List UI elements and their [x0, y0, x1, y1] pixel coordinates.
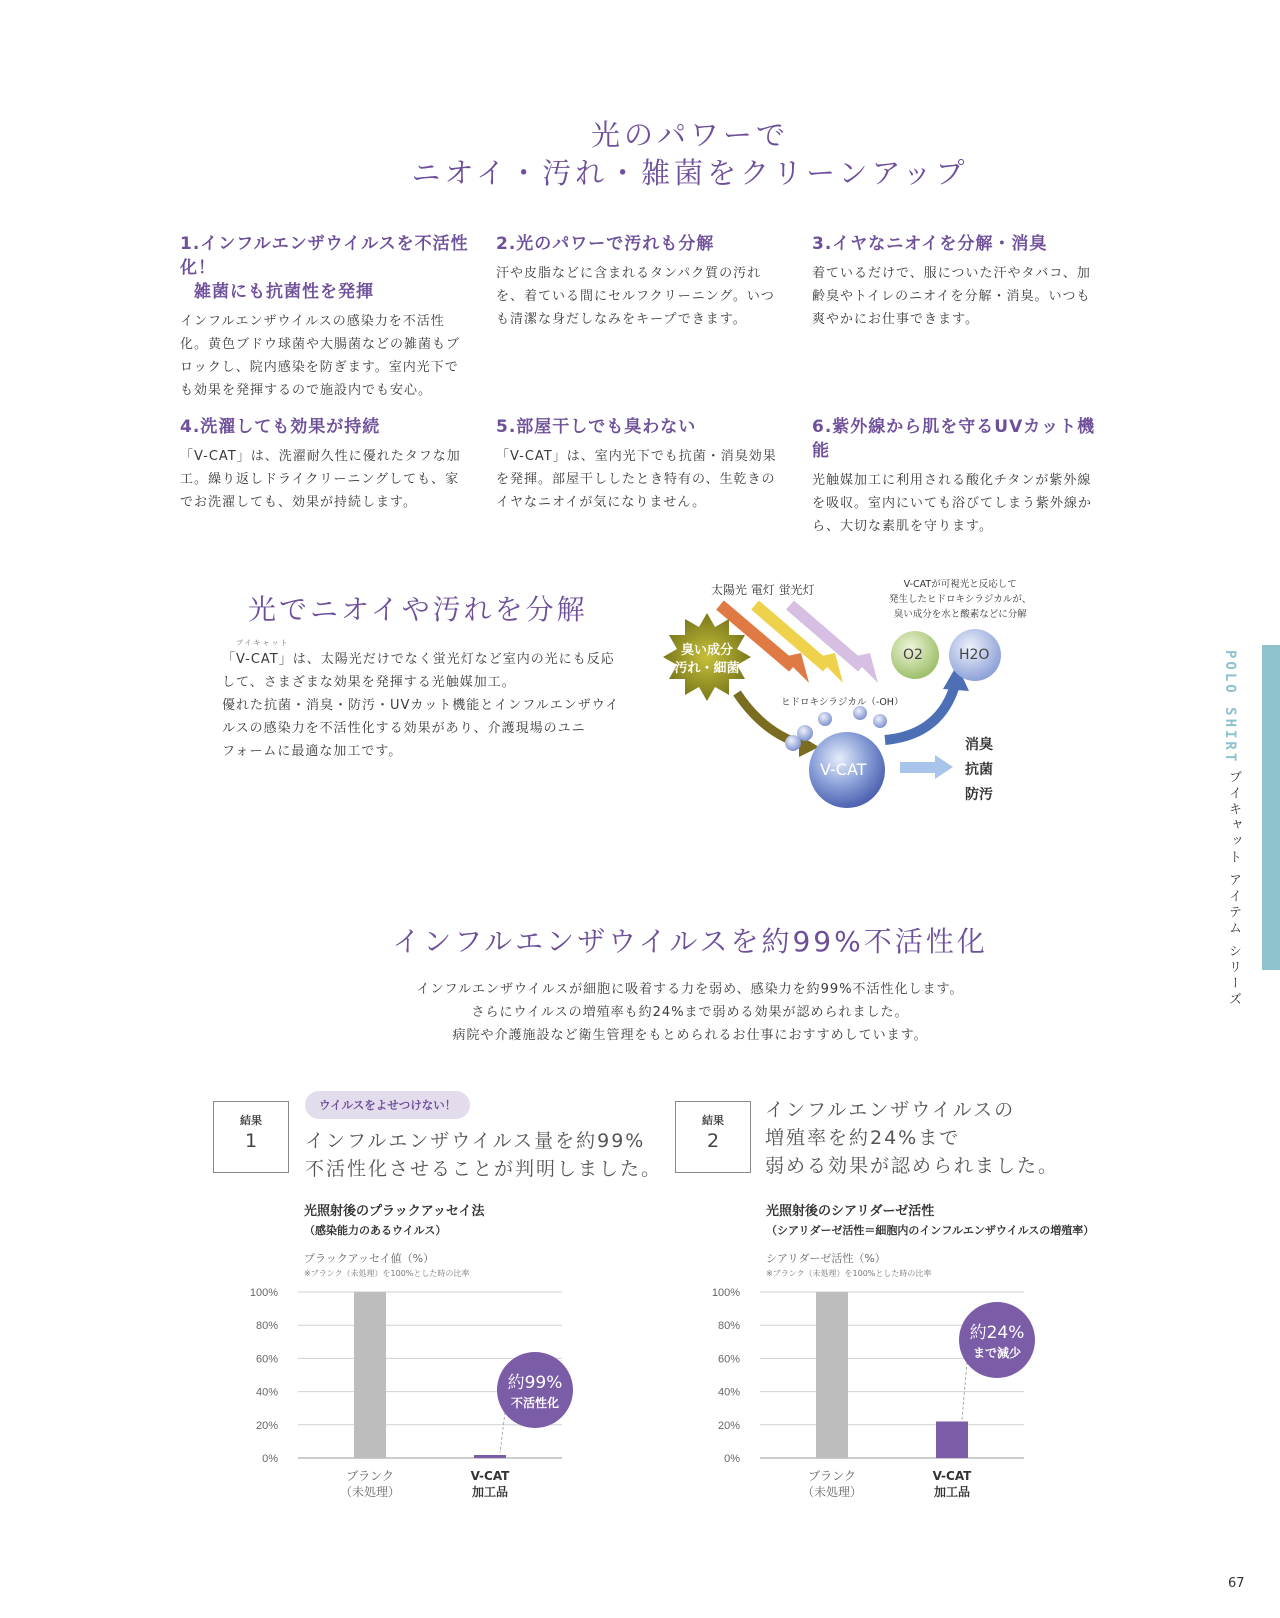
- feature-body: インフルエンザウイルスの感染力を不活性化。黄色ブドウ球菌や大腸菌などの雑菌もブロックし、院内感染を防ぎます。室内光下でも効果を発揮するので施設内でも安心。: [180, 314, 461, 398]
- annotation-leader: [962, 1362, 967, 1419]
- section3-line: 病院や介護施設など衛生管理をもとめられるお仕事におすすめしています。: [452, 1028, 928, 1043]
- result-heading-line: 弱める効果が認められました。: [765, 1155, 1060, 1177]
- y-tick-label: 40%: [717, 1386, 740, 1399]
- result-1-heading: [305, 1127, 662, 1183]
- vcat-ruby: ブイキャット: [236, 639, 290, 647]
- page-title: [0, 116, 1280, 192]
- chart-1-note: ※ブランク（未処理）を100%とした時の比率: [304, 1269, 470, 1278]
- annotation-value: 約99%: [507, 1373, 563, 1393]
- feature-title: 5.部屋干しでも臭わない: [496, 417, 697, 437]
- annotation-caption: まで減少: [972, 1346, 1022, 1360]
- y-tick-label: 80%: [255, 1320, 278, 1333]
- section3-line: さらにウイルスの増殖率も約24%まで弱める効果が認められました。: [471, 1005, 909, 1020]
- side-tab-bar: [1262, 645, 1280, 970]
- section2-line: ルスの感染力を不活性化する効果があり、介護現場のユニ: [222, 721, 586, 736]
- result-number: 2: [706, 1130, 720, 1152]
- diagram-note-line: 臭い成分を水と酸素などに分解: [893, 609, 1027, 620]
- feature-title: 4.洗濯しても効果が持続: [180, 417, 381, 437]
- y-tick-label: 100%: [250, 1287, 278, 1299]
- y-tick-label: 60%: [717, 1353, 740, 1366]
- x-tick-label: ブランク: [346, 1469, 394, 1483]
- chart-2-ylabel: シアリダーゼ活性（%）: [766, 1252, 886, 1265]
- annotation-caption: 不活性化: [510, 1396, 560, 1410]
- diagram-note-line: 発生したヒドロキシラジカルが、: [889, 594, 1032, 605]
- y-tick-label: 20%: [255, 1419, 278, 1432]
- x-tick-label: （未処理）: [339, 1485, 401, 1499]
- y-tick-label: 60%: [255, 1353, 278, 1366]
- x-tick-label: V-CAT: [932, 1469, 972, 1483]
- feature-body: 「V-CAT」は、洗濯耐久性に優れたタフな加工。繰り返しドライクリーニングしても、家でお洗濯しても、効果が持続します。: [180, 449, 461, 510]
- feature-title: 6.紫外線から肌を守るUVカット機能: [812, 417, 1096, 461]
- result-1-pill: ウイルスをよせつけない！: [305, 1091, 470, 1119]
- section2-line: 「V-CAT」は、太陽光だけでなく蛍光灯など室内の光にも反応: [222, 652, 615, 667]
- diagram-note-line: V-CATが可視光と反応して: [903, 579, 1017, 590]
- bar-vcat: [936, 1421, 968, 1458]
- section2-line: して、さまざまな効果を発揮する光触媒加工。: [222, 675, 516, 690]
- x-tick-label: V-CAT: [470, 1469, 510, 1483]
- x-tick-label: ブランク: [808, 1469, 856, 1483]
- chart-title-text: 光照射後のプラックアッセイ法: [304, 1204, 485, 1219]
- x-tick-label: 加工品: [933, 1485, 971, 1499]
- feature-body: 光触媒加工に利用される酸化チタンが紫外線を吸収。室内にいても浴びてしまう紫外線から、大切な素肌を守ります。: [812, 473, 1093, 534]
- result-2-box: [675, 1101, 751, 1173]
- radical-label: ヒドロキシラジカル（-OH）: [781, 697, 904, 708]
- annotation-leader: [500, 1412, 505, 1453]
- result-number: 1: [244, 1130, 258, 1152]
- feature-body: 着ているだけで、服についた汗やタバコ、加齢臭やトイレのニオイを分解・消臭。いつも爽やかにお仕事できます。: [812, 266, 1091, 327]
- result-heading-line: 増殖率を約24%まで: [765, 1127, 961, 1149]
- bar-vcat: [474, 1455, 506, 1458]
- bar-blank: [816, 1292, 848, 1458]
- section2-line: フォームに最適な加工です。: [222, 744, 403, 759]
- section3-body: [0, 978, 1280, 1047]
- diagram-note: [889, 577, 1031, 622]
- feature-title: 3.イヤなニオイを分解・消臭: [812, 234, 1048, 254]
- feature-4: [180, 415, 470, 514]
- odor-line: 臭い成分: [680, 643, 733, 658]
- x-tick-label: 加工品: [471, 1485, 509, 1499]
- effects-list: [965, 733, 993, 808]
- section2-body: [222, 648, 622, 763]
- result-heading-line: インフルエンザウイルスの: [765, 1099, 1016, 1121]
- y-tick-label: 80%: [717, 1320, 740, 1333]
- chart-1: [250, 1280, 610, 1510]
- annotation-value: 約24%: [969, 1323, 1025, 1343]
- feature-3: [812, 232, 1102, 331]
- feature-1: [180, 232, 470, 402]
- result-1-box: [213, 1101, 289, 1173]
- result-label: 結果: [702, 1114, 724, 1127]
- feature-title: 1.インフルエンザウイルスを不活性化！: [180, 234, 469, 278]
- vcat-diagram: [655, 579, 1095, 855]
- feature-title: 2.光のパワーで汚れも分解: [496, 234, 715, 254]
- chart-2-title: [766, 1202, 1094, 1240]
- vcat-label: V-CAT: [820, 760, 867, 779]
- h2o-label: H2O: [959, 647, 990, 663]
- y-tick-label: 0%: [724, 1453, 740, 1465]
- o2-label: O2: [903, 647, 923, 663]
- chart-2: [712, 1280, 1072, 1510]
- feature-2: [496, 232, 786, 331]
- section2-title: 光でニオイや汚れを分解: [248, 593, 588, 626]
- chart-1-ylabel: プラックアッセイ値（%）: [304, 1252, 435, 1265]
- side-tab-japanese: ブイキャット アイテム シリーズ: [1226, 770, 1241, 1009]
- y-tick-label: 40%: [255, 1386, 278, 1399]
- title-line-2: ニオイ・汚れ・雑菌をクリーンアップ: [411, 156, 969, 190]
- section3-title: インフルエンザウイルスを約99%不活性化: [392, 925, 988, 958]
- chart-1-title: [304, 1202, 484, 1240]
- title-line-1: 光のパワーで: [590, 118, 789, 152]
- y-tick-label: 20%: [717, 1419, 740, 1432]
- feature-6: [812, 415, 1102, 538]
- section3-line: インフルエンザウイルスが細胞に吸着する力を弱め、感染力を約99%不活性化します。: [416, 982, 964, 997]
- page-number: 67: [1228, 1576, 1245, 1591]
- result-label: 結果: [240, 1114, 262, 1127]
- y-tick-label: 0%: [262, 1453, 278, 1465]
- feature-subtitle: 雑菌にも抗菌性を発揮: [194, 282, 374, 302]
- feature-body: 「V-CAT」は、室内光下でも抗菌・消臭効果を発揮。部屋干ししたとき特有の、生乾きのイヤなニオイが気になりません。: [496, 449, 777, 510]
- light-label: 太陽光 電灯 蛍光灯: [711, 583, 815, 597]
- chart-subtitle-text: （シアリダーゼ活性＝細胞内のインフルエンザウイルスの増殖率）: [766, 1224, 1095, 1237]
- chart-2-note: ※ブランク（未処理）を100%とした時の比率: [766, 1269, 932, 1278]
- x-tick-label: （未処理）: [801, 1485, 863, 1499]
- result-heading-line: 不活性化させることが判明しました。: [305, 1158, 663, 1180]
- effect-item: 消臭: [965, 737, 993, 753]
- chart-title-text: 光照射後のシアリダーゼ活性: [766, 1204, 935, 1219]
- side-tab-english: POLO SHIRT: [1222, 650, 1238, 765]
- odor-label: [665, 642, 749, 678]
- feature-body: 汗や皮脂などに含まれるタンパク質の汚れを、着ている間にセルフクリーニング。いつも清潔な身だしなみをキープできます。: [496, 266, 775, 327]
- diagram-graphics: [655, 585, 1095, 855]
- odor-line: 汚れ・細菌: [674, 661, 740, 676]
- feature-5: [496, 415, 786, 514]
- bar-blank: [354, 1292, 386, 1458]
- section2-line: 優れた抗菌・消臭・防汚・UVカット機能とインフルエンザウイ: [222, 698, 620, 713]
- effect-item: 防汚: [965, 787, 993, 803]
- result-2-heading: [765, 1096, 1059, 1180]
- y-tick-label: 100%: [712, 1287, 740, 1299]
- result-heading-line: インフルエンザウイルス量を約99%: [305, 1130, 646, 1152]
- chart-subtitle-text: （感染能力のあるウイルス）: [304, 1224, 447, 1237]
- effect-item: 抗菌: [965, 762, 993, 778]
